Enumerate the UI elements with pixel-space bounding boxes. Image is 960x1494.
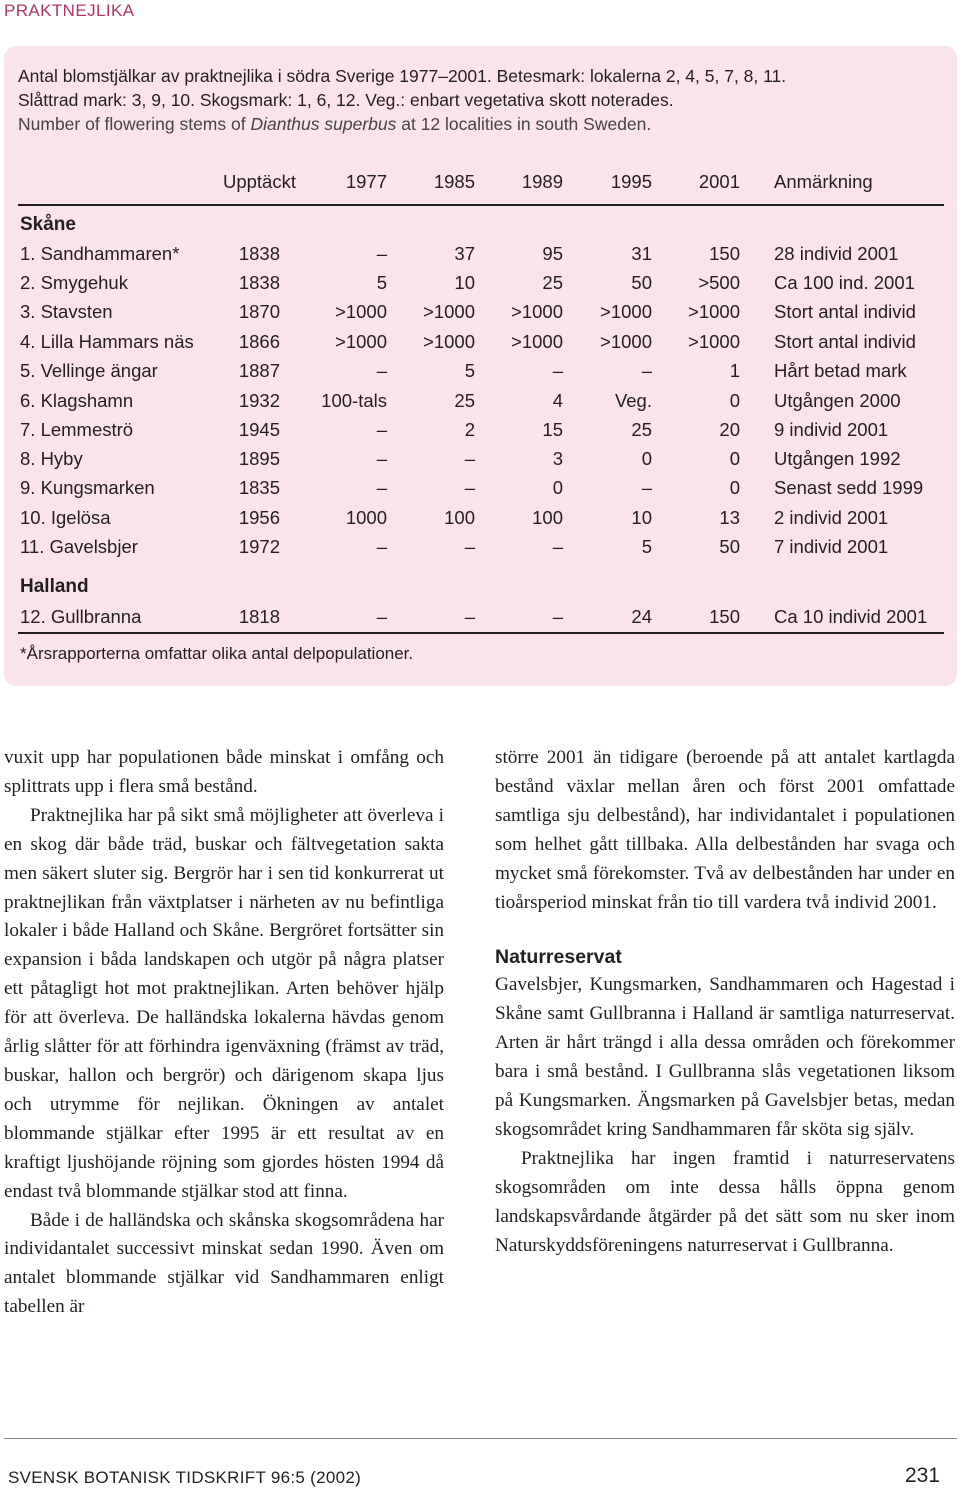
table-cell: 1932: [238, 390, 280, 411]
table-cell: 1818: [238, 606, 280, 627]
table-cell: Hårt betad mark: [774, 360, 907, 381]
table-cell: 150: [709, 243, 740, 264]
table-cell: 24: [631, 606, 652, 627]
table-cell: >1000: [688, 301, 740, 322]
table-footnote: *Årsrapporterna omfattar olika antal delpopulationer.: [20, 644, 414, 663]
running-head: PRAKTNEJLIKA: [4, 1, 135, 20]
table-cell: 31: [631, 243, 652, 264]
table-cell: >1000: [688, 331, 740, 352]
table-cell: 1895: [238, 448, 280, 469]
table-cell: 20: [719, 419, 740, 440]
table-cell: 0: [729, 448, 740, 469]
table-cell: 0: [552, 477, 563, 498]
table-cell: Senast sedd 1999: [774, 477, 924, 498]
table-cell: –: [464, 536, 475, 557]
locality-name: 6. Klagshamn: [20, 390, 134, 411]
table-bottom-rule: [18, 632, 944, 634]
locality-name: 9. Kungsmarken: [20, 477, 155, 498]
table-cell: >500: [698, 272, 740, 293]
table-cell: 37: [454, 243, 475, 264]
table-cell: 1956: [238, 507, 280, 528]
table-cell: 100: [532, 507, 563, 528]
table-cell: –: [376, 448, 387, 469]
journal-name: SVENSK BOTANISK TIDSKRIFT 96:5 (2002): [8, 1468, 362, 1487]
table-cell: 1887: [238, 360, 280, 381]
locality-name: 2. Smygehuk: [20, 272, 128, 293]
table-cell: 25: [542, 272, 563, 293]
section-skane: Skåne: [20, 214, 76, 235]
table-cell: 100: [444, 507, 475, 528]
locality-name: 7. Lemmeströ: [20, 419, 134, 440]
table-cell: Ca 100 ind. 2001: [774, 272, 915, 293]
column-header: 2001: [698, 171, 740, 192]
table-cell: Stort antal individ: [774, 331, 916, 352]
table-cell: 0: [729, 477, 740, 498]
table-cell: –: [376, 477, 387, 498]
column-header: 1989: [521, 171, 563, 192]
table-cell: 2 individ 2001: [774, 507, 889, 528]
caption-english: Number of flowering stems of Dianthus superbus at 12 localities in south Sweden.: [18, 114, 652, 134]
column-header: 1995: [610, 171, 652, 192]
page-number: 231: [904, 1464, 940, 1487]
table-cell: >1000: [511, 301, 563, 322]
locality-name: 1. Sandhammaren*: [20, 243, 180, 264]
table-cell: 50: [631, 272, 652, 293]
column-header: Upptäckt: [222, 171, 296, 192]
table-cell: –: [376, 419, 387, 440]
locality-name: 8. Hyby: [20, 448, 83, 469]
table-cell: –: [376, 360, 387, 381]
table-cell: 100-tals: [321, 390, 387, 411]
table-cell: >1000: [423, 301, 475, 322]
table-cell: >1000: [511, 331, 563, 352]
table-cell: 1838: [238, 272, 280, 293]
left-column: [4, 744, 444, 1322]
column-header: Anmärkning: [774, 171, 873, 192]
paragraph: Praktnejlika har ingen framtid i naturreservatens skogsområden om inte dessa hålls öppna genom landskapsvårdande åtgärder på det sätt som nu sker inom Naturskyddsföreningens naturreservat i Gullbranna.: [495, 1147, 955, 1256]
table-cell: –: [552, 360, 563, 381]
locality-name: 10. Igelösa: [20, 507, 111, 528]
table-header-rule: [18, 204, 944, 206]
table-cell: 5: [464, 360, 475, 381]
table-cell: 1000: [345, 507, 387, 528]
table-cell: 5: [376, 272, 387, 293]
table-cell: 25: [454, 390, 475, 411]
table-cell: 95: [542, 243, 563, 264]
table-cell: –: [641, 360, 652, 381]
table-cell: >1000: [335, 301, 387, 322]
right-column: [495, 744, 955, 1261]
table-cell: >1000: [600, 301, 652, 322]
table-cell: 28 individ 2001: [774, 243, 899, 264]
column-header: 1985: [433, 171, 475, 192]
table-cell: 3: [552, 448, 563, 469]
table-cell: 10: [454, 272, 475, 293]
section-halland: Halland: [20, 576, 89, 597]
locality-name: 5. Vellinge ängar: [20, 360, 158, 381]
table-cell: 0: [641, 448, 652, 469]
paragraph: vuxit upp har populationen både minskat i omfång och splittrats upp i flera små bestånd.: [4, 747, 444, 797]
table-cell: >1000: [335, 331, 387, 352]
table-cell: 150: [709, 606, 740, 627]
caption-swedish-line-2: Slåttrad mark: 3, 9, 10. Skogsmark: 1, 6, 12. Veg.: enbart vegetativa skott noterades.: [18, 90, 674, 110]
table-cell: Ca 10 individ 2001: [774, 606, 928, 627]
table-cell: 13: [719, 507, 740, 528]
table-cell: Utgången 1992: [774, 448, 901, 469]
paragraph: Både i de halländska och skånska skogsområdena har individantalet successivt minskat sedan 1990. Även om antalet blommande stjälkar vid Sandhammaren enligt tabellen är: [4, 1209, 444, 1318]
table-cell: 2: [464, 419, 475, 440]
table-cell: –: [641, 477, 652, 498]
table-cell: 4: [552, 390, 563, 411]
table-cell: –: [464, 477, 475, 498]
column-header: 1977: [345, 171, 387, 192]
table-cell: 1972: [238, 536, 280, 557]
table-cell: 7 individ 2001: [774, 536, 889, 557]
table-cell: >1000: [600, 331, 652, 352]
table-cell: 25: [631, 419, 652, 440]
table-cell: –: [376, 243, 387, 264]
paragraph: Praktnejlika har på sikt små möjligheter att överleva i en skog där både träd, buskar och fältvegetation sakta men säkert sluter sig. Bergrör har i sen tid konkurrerat ut praktnejlikan från växtplatser i närheten av nu befintliga lokaler i både Halland och Skåne. Bergröret fortsätter sin expansion i båda landskapen och utgör på några platser ett påtagligt hot mot praktnejlikan. Arten behöver hjälp för att överleva. De halländska lokalerna hävdas genom årlig slåtter för att förhindra igenväxning (främst av träd, buskar, hallon och bergrör) och därigenom skapa ljus och utrymme för nejlikan. Ökningen av antalet blommande stjälkar efter 1995 är ett resultat av en kraftigt ljushöjande röjning som gjordes hösten 1994 då endast två blommande stjälkar stod att finna.: [4, 804, 444, 1202]
table-cell: 10: [631, 507, 652, 528]
section-heading: Naturreservat: [495, 946, 622, 969]
table-cell: –: [464, 448, 475, 469]
locality-name: 3. Stavsten: [20, 301, 113, 322]
locality-name: 11. Gavelsbjer: [20, 536, 138, 557]
table-cell: –: [376, 606, 387, 627]
table-cell: 1866: [238, 331, 280, 352]
table-cell: 1945: [238, 419, 280, 440]
table-cell: –: [464, 606, 475, 627]
table-cell: –: [376, 536, 387, 557]
table-cell: 1870: [238, 301, 280, 322]
paragraph: större 2001 än tidigare (beroende på att antalet kartlagda bestånd växlar mellan åren och först 2001 omfattade samtliga sju delbestånd), har individantalet i populationen som helhet gått tillbaka. Alla delbestånden har svaga och mycket små förekomster. Två av delbestånden har under en tioårsperiod minskat från tio till vardera två individ 2001.: [495, 747, 955, 913]
locality-name: 4. Lilla Hammars näs: [20, 331, 194, 352]
table-cell: –: [552, 606, 563, 627]
locality-name: 12. Gullbranna: [20, 606, 142, 627]
species-name: Dianthus superbus: [250, 114, 397, 134]
table-cell: 9 individ 2001: [774, 419, 889, 440]
table-cell: 50: [719, 536, 740, 557]
table-cell: 1838: [238, 243, 280, 264]
table-cell: 15: [542, 419, 563, 440]
table-cell: >1000: [423, 331, 475, 352]
table-cell: 0: [729, 390, 740, 411]
table-cell: 1: [729, 360, 740, 381]
caption-swedish-line-1: Antal blomstjälkar av praktnejlika i södra Sverige 1977–2001. Betesmark: lokalerna 2, 4, 5, 7, 8, 11.: [18, 66, 787, 86]
table-cell: Utgången 2000: [774, 390, 901, 411]
table-cell: Veg.: [614, 390, 652, 411]
table-cell: –: [552, 536, 563, 557]
table-cell: 1835: [238, 477, 280, 498]
table-cell: Stort antal individ: [774, 301, 916, 322]
paragraph: Gavelsbjer, Kungsmarken, Sandhammaren och Hagestad i Skåne samt Gullbranna i Halland är samtliga naturreservat. Arten är hårt trängd i alla dessa områden och förekommer bara i små bestånd. I Gullbranna slås vegetationen liksom på Kungsmarken. Ängsmarken på Gavelsbjer betas, medan skogsområdet kring Sandhammaren får sköta sig själv.: [495, 974, 955, 1140]
footer-rule: [4, 1438, 957, 1439]
table-caption: [18, 64, 948, 136]
table-cell: 5: [641, 536, 652, 557]
